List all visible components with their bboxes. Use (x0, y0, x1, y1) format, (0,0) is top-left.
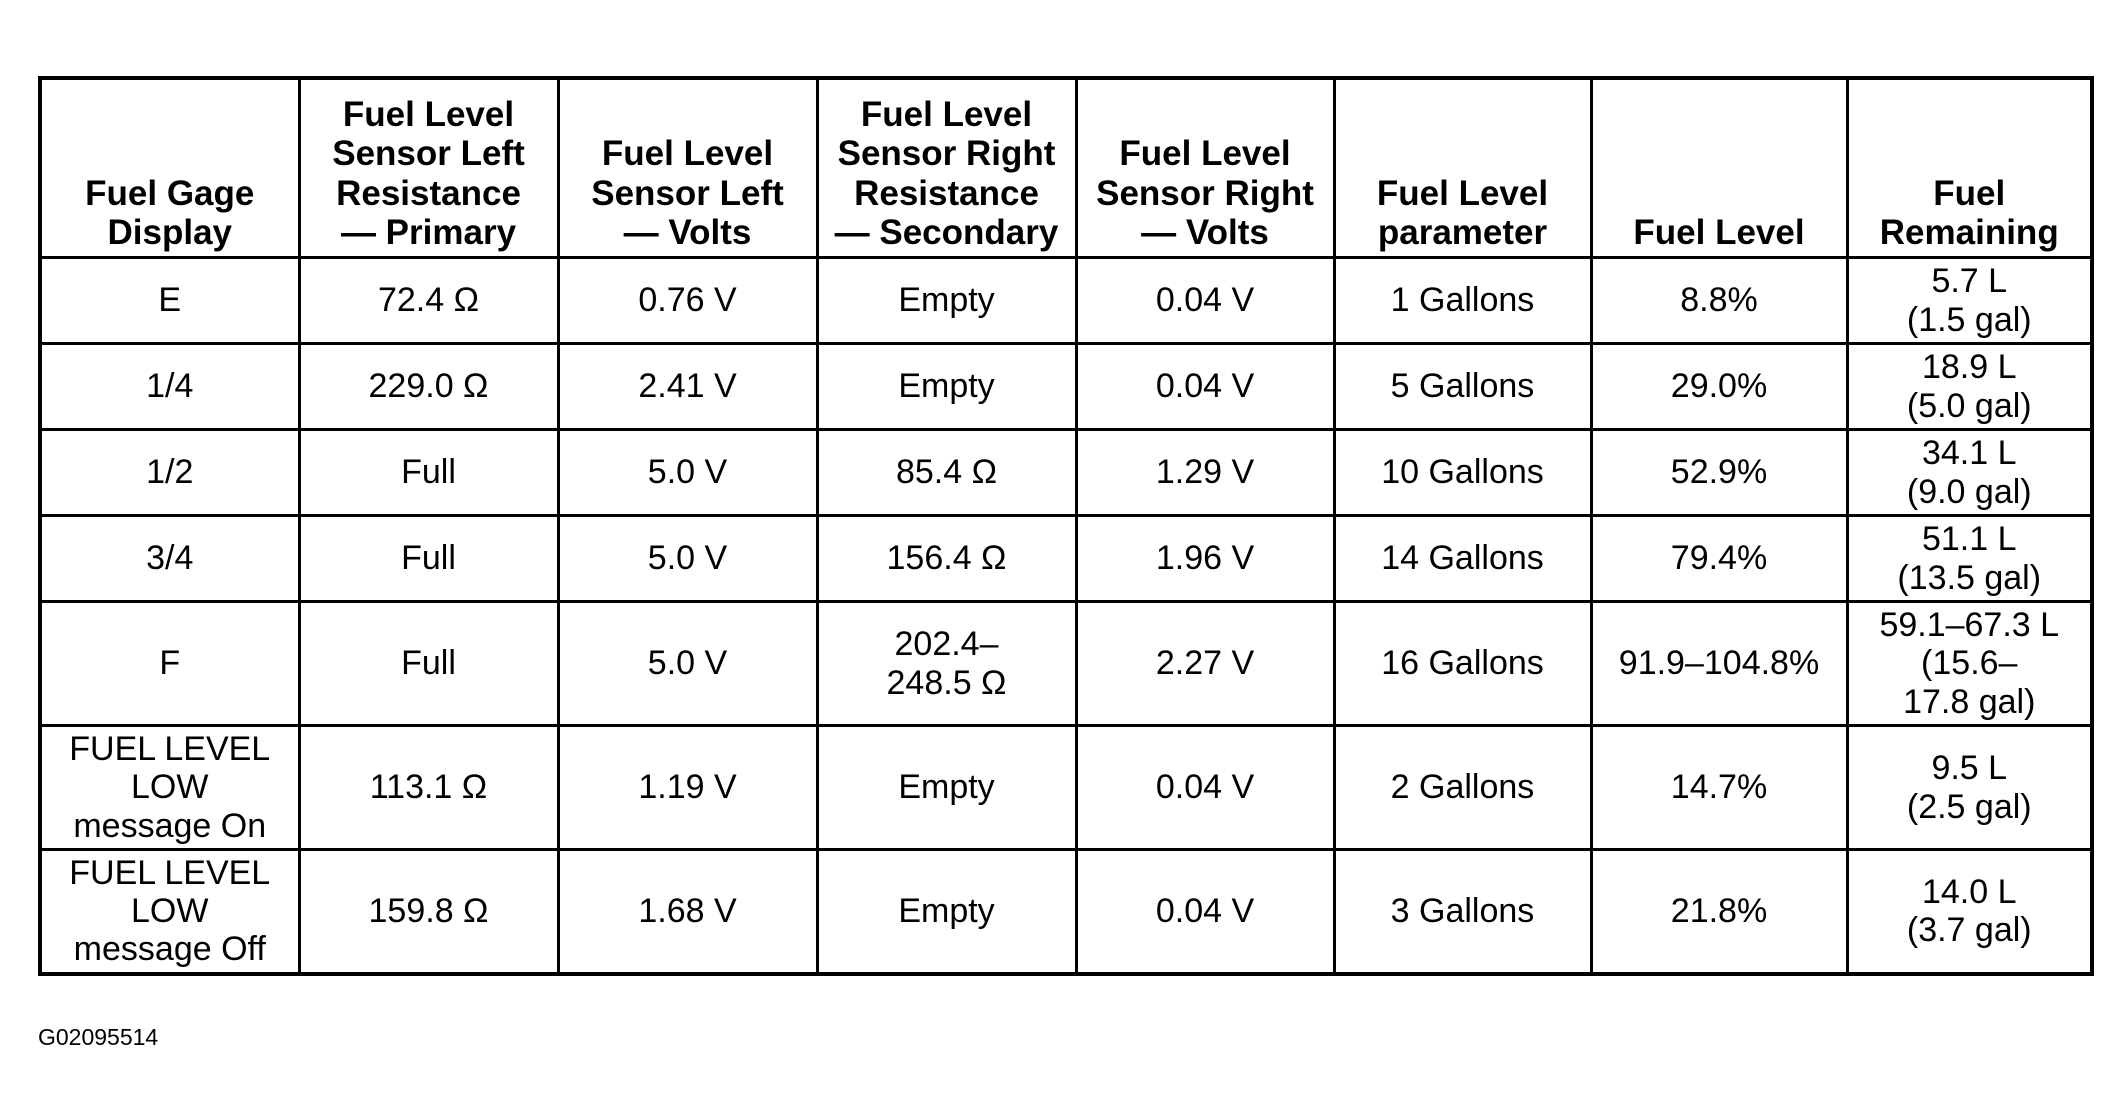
table-cell: 156.4 Ω (817, 516, 1076, 602)
table-cell: 0.04 V (1076, 344, 1334, 430)
table-cell: 14.0 L (3.7 gal) (1847, 850, 2092, 974)
header-left-volts: Fuel Level Sensor Left — Volts (558, 78, 817, 258)
table-row (40, 602, 2092, 726)
table-cell: 1.29 V (1076, 430, 1334, 516)
table-cell: 202.4– 248.5 Ω (817, 602, 1076, 726)
table-cell: 79.4% (1591, 516, 1847, 602)
table-cell: 72.4 Ω (299, 258, 558, 344)
table-cell: 51.1 L (13.5 gal) (1847, 516, 2092, 602)
table-cell: 1.96 V (1076, 516, 1334, 602)
table-cell: 8.8% (1591, 258, 1847, 344)
table-cell: 5.0 V (558, 430, 817, 516)
table-cell: Full (299, 602, 558, 726)
figure-id: G02095514 (38, 1024, 159, 1050)
table-cell: 5.0 V (558, 516, 817, 602)
header-fuel-gage-display: Fuel Gage Display (40, 78, 299, 258)
table-cell: 159.8 Ω (299, 850, 558, 974)
table-cell: 3 Gallons (1334, 850, 1591, 974)
table-cell: 1/2 (40, 430, 299, 516)
table-cell: F (40, 602, 299, 726)
header-row (40, 78, 2092, 258)
header-fuel-remaining: Fuel Remaining (1847, 78, 2092, 258)
table-row (40, 344, 2092, 430)
table-cell: 16 Gallons (1334, 602, 1591, 726)
header-fuel-level-parameter: Fuel Level parameter (1334, 78, 1591, 258)
table-cell: 59.1–67.3 L (15.6– 17.8 gal) (1847, 602, 2092, 726)
table-cell: 10 Gallons (1334, 430, 1591, 516)
table-cell: 52.9% (1591, 430, 1847, 516)
table-cell: FUEL LEVEL LOW message Off (40, 850, 299, 974)
table-cell: 18.9 L (5.0 gal) (1847, 344, 2092, 430)
table-row (40, 850, 2092, 974)
table-cell: 2.27 V (1076, 602, 1334, 726)
table-cell: 14.7% (1591, 726, 1847, 850)
table-cell: 29.0% (1591, 344, 1847, 430)
table-cell: 0.04 V (1076, 850, 1334, 974)
table-cell: 1/4 (40, 344, 299, 430)
table-cell: 0.76 V (558, 258, 817, 344)
table-cell: 34.1 L (9.0 gal) (1847, 430, 2092, 516)
header-fuel-level: Fuel Level (1591, 78, 1847, 258)
table-cell: 113.1 Ω (299, 726, 558, 850)
table-cell: 91.9–104.8% (1591, 602, 1847, 726)
table-row (40, 430, 2092, 516)
table-row (40, 258, 2092, 344)
table-row (40, 516, 2092, 602)
table-cell: 0.04 V (1076, 726, 1334, 850)
table-cell: 14 Gallons (1334, 516, 1591, 602)
table-cell: 5 Gallons (1334, 344, 1591, 430)
table-cell: Empty (817, 344, 1076, 430)
table-cell: Empty (817, 726, 1076, 850)
table-cell: Empty (817, 258, 1076, 344)
table-cell: Empty (817, 850, 1076, 974)
table-cell: 1 Gallons (1334, 258, 1591, 344)
table-cell: 3/4 (40, 516, 299, 602)
table-cell: 85.4 Ω (817, 430, 1076, 516)
table-cell: 9.5 L (2.5 gal) (1847, 726, 2092, 850)
table-cell: 0.04 V (1076, 258, 1334, 344)
table-cell: 5.0 V (558, 602, 817, 726)
header-right-volts: Fuel Level Sensor Right — Volts (1076, 78, 1334, 258)
table-cell: 5.7 L (1.5 gal) (1847, 258, 2092, 344)
fuel-level-table (38, 76, 2094, 976)
table-cell: FUEL LEVEL LOW message On (40, 726, 299, 850)
header-left-resistance: Fuel Level Sensor Left Resistance — Primary (299, 78, 558, 258)
table-cell: Full (299, 516, 558, 602)
table-cell: E (40, 258, 299, 344)
table-cell: Full (299, 430, 558, 516)
header-right-resistance: Fuel Level Sensor Right Resistance — Secondary (817, 78, 1076, 258)
table-cell: 21.8% (1591, 850, 1847, 974)
table-cell: 229.0 Ω (299, 344, 558, 430)
table-row (40, 726, 2092, 850)
table-cell: 1.68 V (558, 850, 817, 974)
table-cell: 1.19 V (558, 726, 817, 850)
table-cell: 2.41 V (558, 344, 817, 430)
table-cell: 2 Gallons (1334, 726, 1591, 850)
